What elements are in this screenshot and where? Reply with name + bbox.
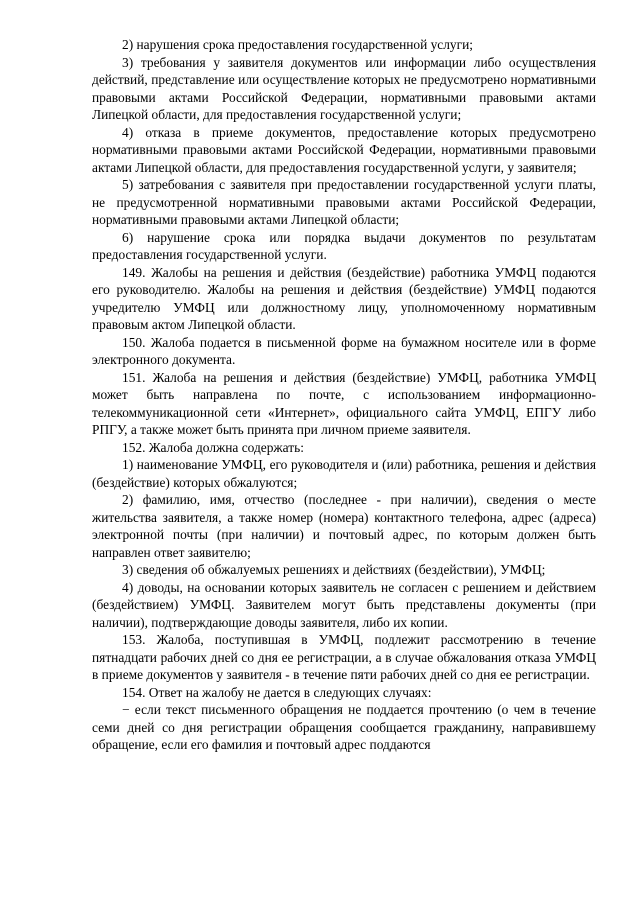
clause-152-item-4: 4) доводы, на основании которых заявитель не согласен с решением и действием (бездействием) УМФЦ. Заявителем могут быть представлены документы (при наличии), подтверждающие доводы заявителя, либо их копии.: [92, 579, 596, 630]
clause-152-item-1: 1) наименование УМФЦ, его руководителя и (или) работника, решения и действия (бездействие) которых обжалуются;: [92, 457, 596, 490]
clause-152-item-2: 2) фамилию, имя, отчество (последнее - при наличии), сведения о месте жительства заявителя, а также номер (номера) контактного телефона, адрес (адреса) электронной почты (при наличии) и почтовый адрес, по которым должен быть направлен ответ заявителю;: [92, 492, 596, 560]
list-item-2-violation-of-term: 2) нарушения срока предоставления государственной услуги;: [122, 37, 474, 52]
clause-152-item-3: 3) сведения об обжалуемых решениях и действиях (бездействии), УМФЦ;: [122, 562, 546, 577]
clause-150: 150. Жалоба подается в письменной форме на бумажном носителе или в форме электронного документа.: [92, 334, 596, 367]
list-item-3-requiring-documents: 3) требования у заявителя документов или информации либо осуществления действий, представление или осуществление которых не предусмотрено нормативными правовыми актами Российской Федерации, нормативными правовыми актами Липецкой области, для предоставления государственной услуги;: [92, 54, 596, 122]
clause-151: 151. Жалоба на решения и действия (бездействие) УМФЦ, работника УМФЦ может быть направлена по почте, с использованием информационно-телекоммуникационной сети «Интернет», официального сайта УМФЦ, ЕПГУ либо РПГУ, а также может быть принята при личном приеме заявителя.: [92, 369, 596, 437]
clause-153: 153. Жалоба, поступившая в УМФЦ, подлежит рассмотрению в течение пятнадцати рабочих дней со дня ее регистрации, а в случае обжалования отказа УМФЦ в приеме документов у заявителя - в течение пяти рабочих дней со дня ее регистрации.: [92, 632, 596, 682]
document-page: [92, 36, 596, 754]
list-item-4-refusal-to-accept: 4) отказа в приеме документов, предоставление которых предусмотрено нормативными правовыми актами Российской Федерации, нормативными правовыми актами Липецкой области, для предоставления государственной услуги, у заявителя;: [92, 124, 596, 175]
list-item-5-demanding-fee: 5) затребования с заявителя при предоставлении государственной услуги платы, не предусмотренной нормативными правовыми актами Российской Федерации, нормативными правовыми актами Липецкой области;: [92, 177, 596, 227]
list-item-6-violation-of-issuance: 6) нарушение срока или порядка выдачи документов по результатам предоставления государственной услуги.: [92, 229, 596, 262]
clause-149: 149. Жалобы на решения и действия (бездействие) работника УМФЦ подаются его руководителю. Жалобы на решения и действия (бездействие) УМФЦ подаются учредителю УМФЦ или должностному лицу, уполномоченному нормативным правовым актом Липецкой области.: [92, 264, 596, 332]
clause-154: 154. Ответ на жалобу не дается в следующих случаях:: [122, 684, 432, 700]
clause-154-item-1: − если текст письменного обращения не поддается прочтению (о чем в течение семи дней со дня регистрации обращения сообщается гражданину, направившему обращение, если его фамилия и почтовый адрес поддаются: [92, 702, 596, 752]
clause-152: 152. Жалоба должна содержать:: [122, 439, 304, 455]
